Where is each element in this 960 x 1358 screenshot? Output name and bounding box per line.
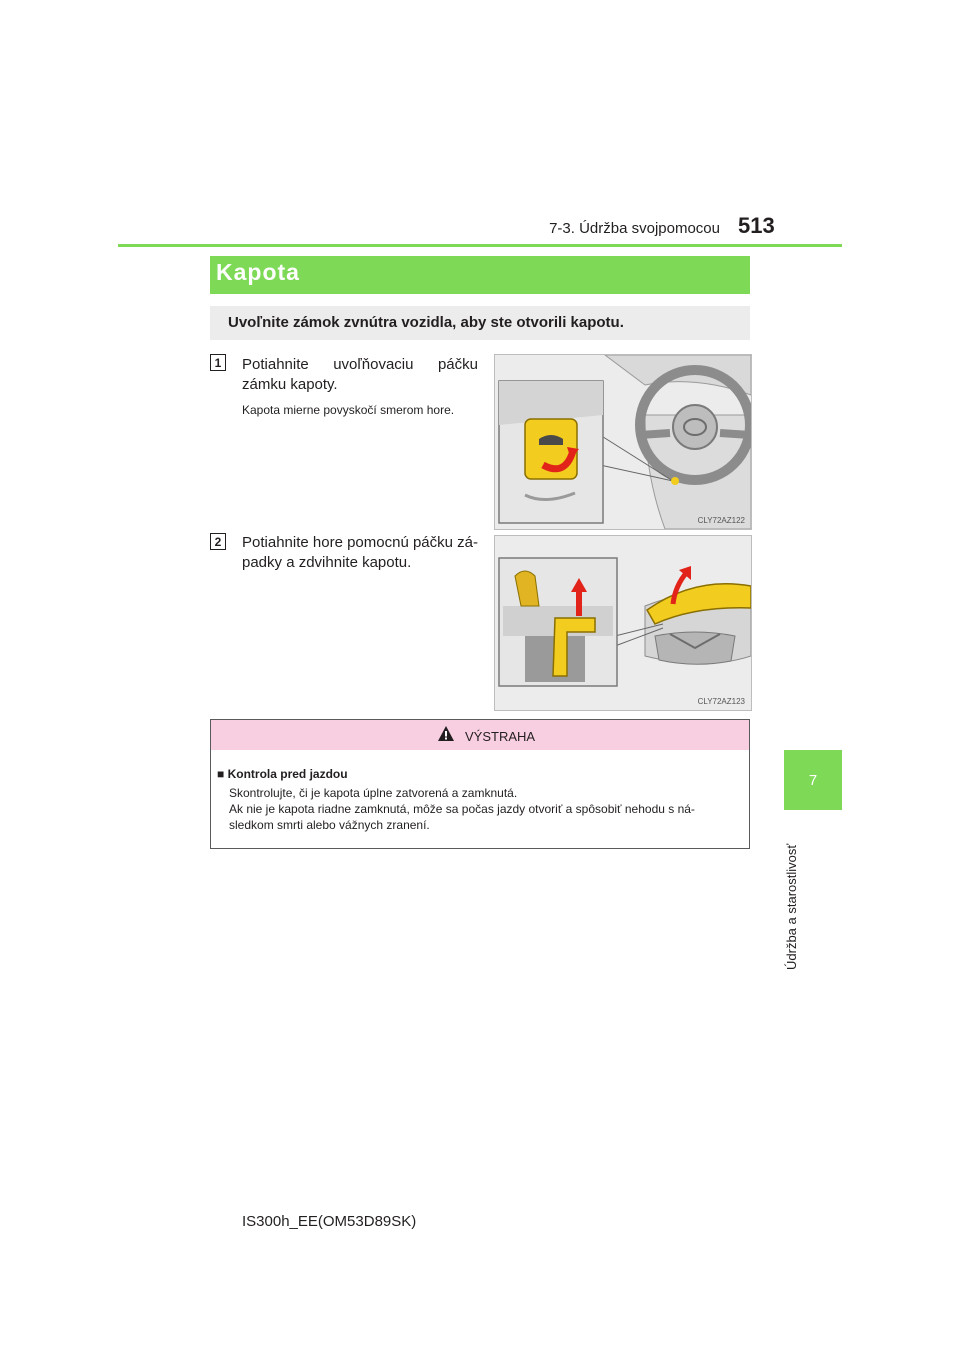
interior-illustration — [495, 355, 751, 529]
warning-header — [211, 720, 749, 750]
figure-hood-auxiliary-lever — [494, 535, 752, 711]
warning-triangle-icon — [437, 725, 455, 743]
warning-check-label: Kontrola pred jazdou — [227, 767, 348, 781]
header-divider — [118, 244, 842, 247]
chapter-tab — [784, 750, 842, 810]
figure-hood-release-lever — [494, 354, 752, 530]
warning-title: VÝSTRAHA — [465, 729, 536, 744]
section-title: Kapota — [216, 259, 300, 285]
figure-2-code: CLY72AZ123 — [697, 697, 745, 706]
header-section-title: 7-3. Údržba svojpomocou — [549, 220, 720, 237]
warning-text-line: sledkom smrti alebo vážnych zranení. — [229, 818, 430, 832]
step-1-note: Kapota mierne povyskočí smerom hore. — [242, 403, 455, 417]
warning-text-line: Skontrolujte, či je kapota úplne zatvorená a zamknutá. — [229, 786, 518, 800]
page-number: 513 — [738, 213, 775, 238]
warning-text-line: Ak nie je kapota riadne zamknutá, môže sa počas jazdy otvoriť a spôsobiť nehodu s ná- — [229, 802, 695, 816]
figure-1-code: CLY72AZ122 — [697, 516, 745, 525]
bullet-square-icon: ■ — [217, 767, 225, 781]
step-2-number: 2 — [210, 533, 226, 550]
footer-model-code: IS300h_EE(OM53D89SK) — [242, 1213, 417, 1230]
step-1-number: 1 — [210, 354, 226, 371]
intro-text: Uvoľnite zámok zvnútra vozidla, aby ste otvorili kapotu. — [228, 314, 624, 331]
warning-check-heading — [217, 767, 348, 781]
car-front-illustration — [495, 536, 751, 710]
chapter-number: 7 — [808, 771, 818, 789]
warning-box — [210, 719, 750, 849]
chapter-label — [784, 820, 808, 970]
step-2-text: Potiahnite hore pomocnú páčku zá- padky a zdvihnite kapotu. — [242, 534, 478, 571]
step-1-text: Potiahnite uvoľňovaciu páčku zámku kapoty. — [242, 356, 478, 393]
chapter-label-text: Údržba a starostlivosť — [784, 843, 799, 970]
